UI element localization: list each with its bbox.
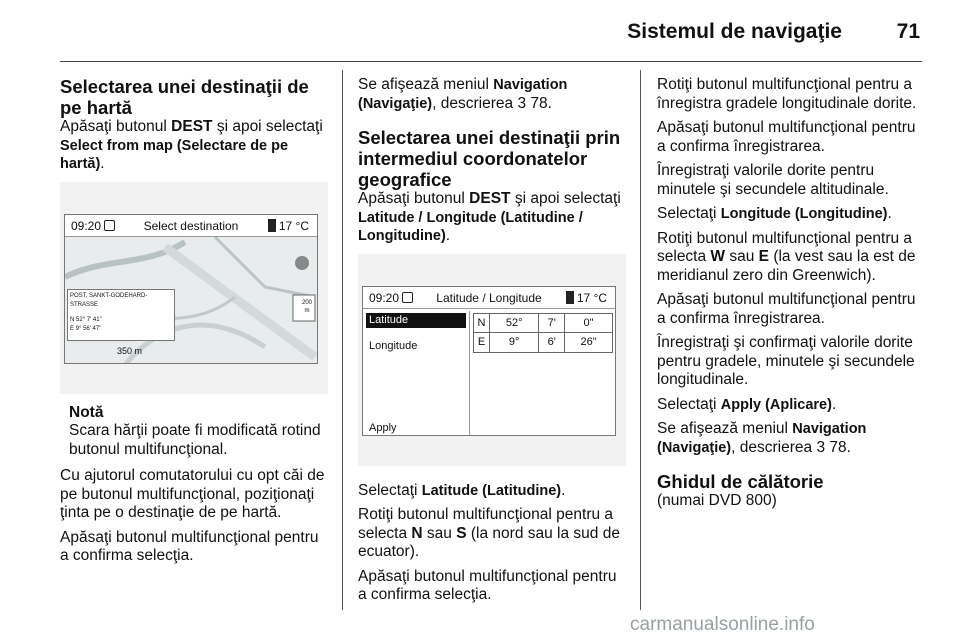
menu-longitude[interactable]: Longitude: [369, 339, 418, 352]
paragraph: Apăsaţi butonul multifuncţional pentru a confirma selecţia.: [60, 528, 319, 564]
menu-apply[interactable]: Apply: [369, 421, 397, 434]
heading-map-destination: Selectarea unei destinaţii de pe hartă: [60, 76, 309, 118]
column-divider-1: [342, 70, 343, 610]
paragraph: Apăsaţi butonul DEST şi apoi selectaţi Select from map (Selectare de pe hartă).: [60, 118, 323, 172]
table-row: E 9° 6' 26": [474, 333, 613, 353]
subheading-note: (numai DVD 800): [657, 492, 777, 509]
phone-icon: [268, 219, 276, 232]
display-screen: [64, 214, 318, 364]
column-divider-2: [640, 70, 641, 610]
paragraph: Înregistraţi valorile dorite pentru minutele şi secundele altitudinale.: [657, 162, 889, 198]
map-scale: 350 m: [117, 346, 143, 356]
paragraph: Selectaţi Longitude (Longitudine).: [657, 205, 892, 222]
paragraph: Se afişează meniul Navigation (Navigaţie), descrierea 3 78.: [657, 420, 867, 456]
paragraph: Rotiţi butonul multifuncţional pentru a selecta N sau S (la nord sau la sud de ecuator).: [358, 506, 620, 560]
paragraph: Apăsaţi butonul multifuncţional pentru a confirma selecţia.: [358, 567, 617, 603]
zoom-scale: 200 m: [301, 299, 312, 314]
page-header: [0, 0, 960, 62]
paragraph: Selectaţi Latitude (Latitudine).: [358, 481, 566, 499]
coordinates-table: [473, 313, 613, 353]
paragraph: Cu ajutorul comutatorului cu opt căi de pe butonul multifuncţional, poziţionaţi ţinta pe o destinaţie de pe hartă.: [60, 467, 325, 521]
table-row: N 52° 7' 0": [474, 313, 613, 333]
paragraph: Selectaţi Apply (Aplicare).: [657, 395, 837, 413]
paragraph: Apăsaţi butonul DEST şi apoi selectaţi Latitude / Longitude (Latitudine / Longitudine).: [358, 190, 621, 244]
screenshot-lat-long: [358, 254, 626, 466]
page-number: 71: [896, 20, 920, 43]
section-title: Sistemul de navigaţie: [627, 20, 842, 43]
paragraph: Se afişează meniul Navigation (Navigaţie), descrierea 3 78.: [358, 76, 568, 112]
column-3: [657, 76, 925, 511]
paragraph: Rotiţi butonul multifuncţional pentru a selecta W sau E (la vest sau la est de meridianul zero din Greenwich).: [657, 229, 916, 284]
status-bar: 09:20 Latitude / Longitude 17 °C: [363, 287, 615, 309]
heading-travel-guide: Ghidul de călătorie: [657, 471, 824, 492]
header-divider: [60, 61, 922, 62]
status-bar: 09:20 Select destination 17 °C: [65, 215, 317, 237]
column-1: [60, 76, 328, 572]
display-screen: [362, 286, 616, 436]
paragraph: Apăsaţi butonul multifuncţional pentru a confirma înregistrarea.: [657, 291, 916, 327]
menu-latitude[interactable]: Latitude: [366, 313, 466, 328]
phone-icon: [566, 291, 574, 304]
map-view[interactable]: [65, 237, 317, 363]
note: Notă Scara hărţii poate fi modificată rotind butonul multifuncţional.: [69, 403, 321, 458]
watermark: carmanualsonline.info: [630, 614, 815, 635]
address-popup: POST, SANKT-GODEHARD-STRASSE N 52° 7' 41" E 9° 56' 47": [67, 289, 175, 341]
screenshot-select-destination: [60, 182, 328, 394]
menu-divider: [469, 311, 470, 435]
column-2: [358, 76, 626, 611]
paragraph: Rotiţi butonul multifuncţional pentru a înregistra gradele longitudinale dorite.: [657, 76, 917, 112]
paragraph: Apăsaţi butonul multifuncţional pentru a confirma înregistrarea.: [657, 119, 916, 155]
paragraph: Înregistraţi şi confirmaţi valorile dorite pentru gradele, minutele şi secundele longitudinale.: [657, 334, 915, 388]
heading-coordinates: Selectarea unei destinaţii prin intermediul coordonatelor geografice: [358, 127, 621, 190]
